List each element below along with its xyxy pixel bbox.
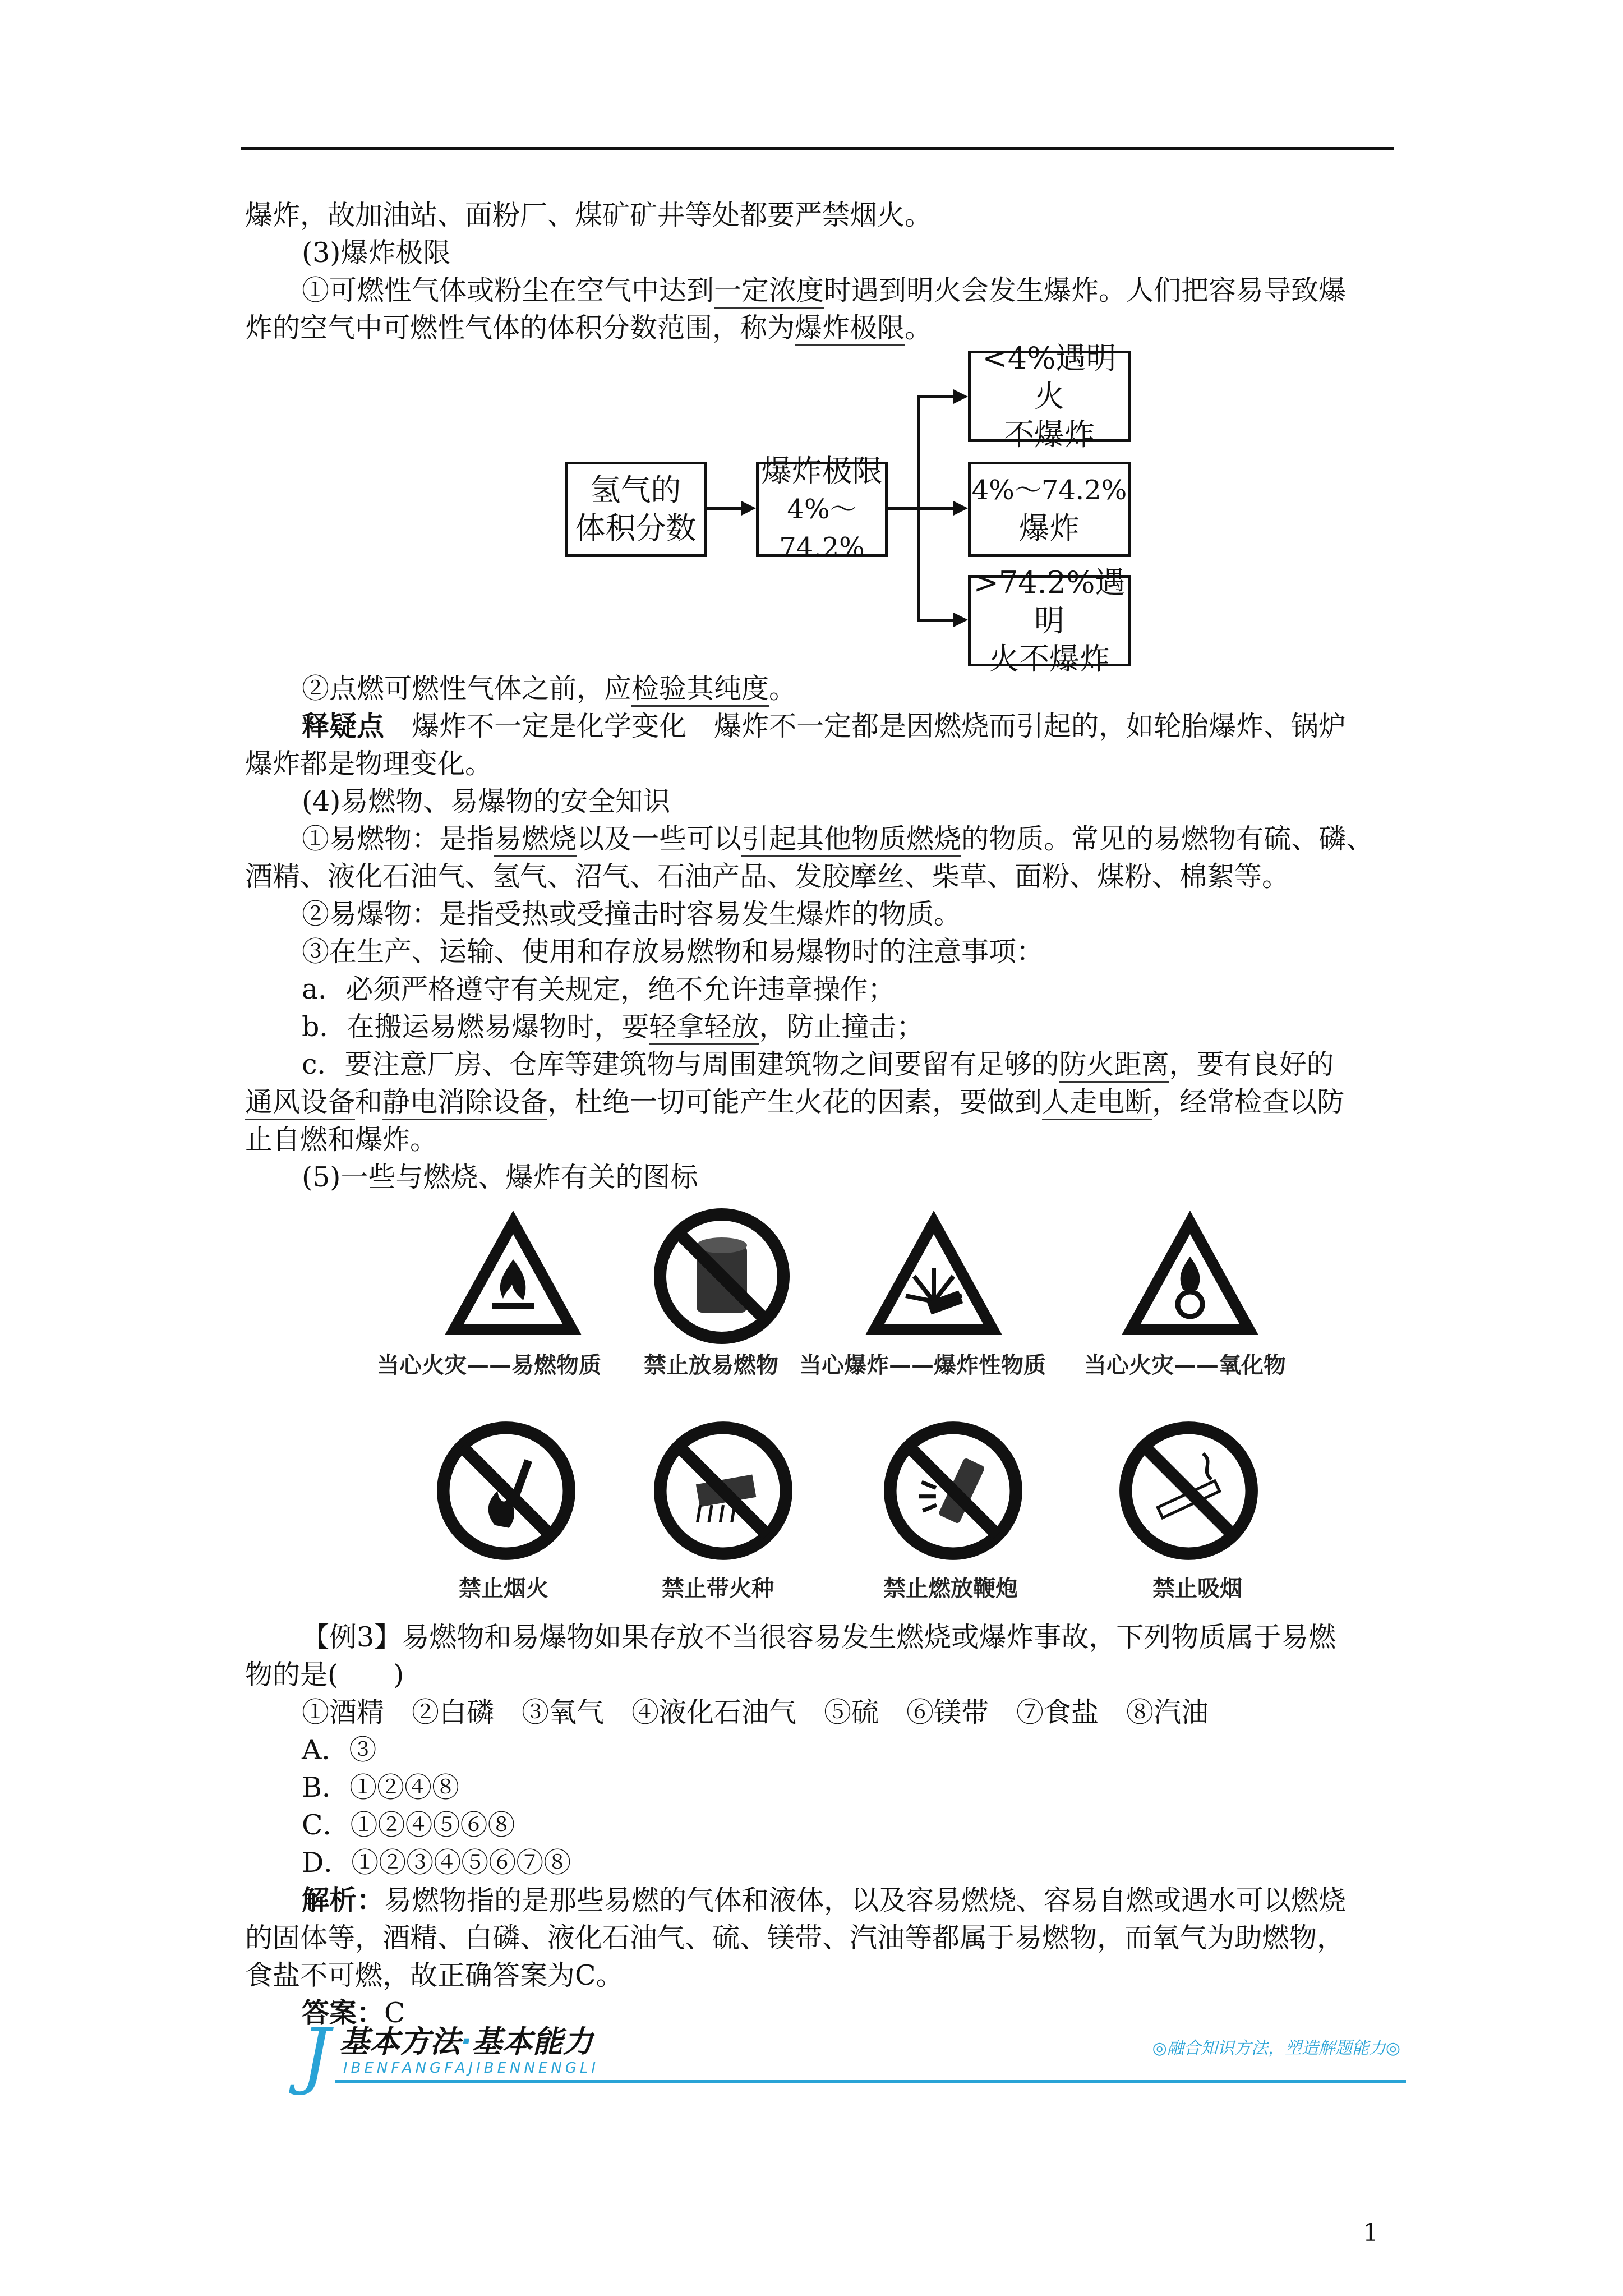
section3-title: (3)爆炸极限	[302, 237, 451, 269]
no-kindling-icon	[652, 1419, 795, 1562]
sign-caption-no-flammables: 禁止放易燃物	[644, 1352, 778, 1378]
intro-line: 爆炸，故加油站、面粉厂、煤矿矿井等处都要严禁烟火。	[245, 199, 933, 231]
option-d: D．①②③④⑤⑥⑦⑧	[302, 1847, 571, 1879]
box-below-limit: <4%遇明火 不爆炸	[968, 351, 1131, 442]
sign-caption-no-firecrackers: 禁止燃放鞭炮	[883, 1576, 1018, 1602]
banner-pinyin: IBENFANGFAJIBENNENGLI	[343, 2060, 600, 2077]
analysis-line2: 的固体等，酒精、白磷、液化石油气、硫、镁带、汽油等都属于易燃物，而氧气为助燃物，	[245, 1922, 1345, 1954]
section3-para1-line2: 炸的空气中可燃性气体的体积分数范围，称为爆炸极限。	[245, 310, 1398, 346]
no-flammables-icon	[652, 1206, 792, 1346]
header-rule	[241, 147, 1394, 150]
sign-caption-flammable: 当心火灾——易燃物质	[377, 1352, 601, 1378]
no-firecrackers-icon	[882, 1419, 1025, 1562]
section4-item-c-line2: 通风设备和静电消除设备，杜绝一切可能产生火花的因素，要做到人走电断，经常检查以防	[245, 1084, 1398, 1120]
banner-underline	[335, 2080, 1406, 2083]
section4-item-c-line3: 止自燃和爆炸。	[245, 1124, 438, 1156]
example-items: ①酒精 ②白磷 ③氧气 ④液化石油气 ⑤硫 ⑥镁带 ⑦食盐 ⑧汽油	[302, 1696, 1209, 1728]
box-hydrogen-volume: 氢气的 体积分数	[565, 462, 707, 557]
section4-para3: ③在生产、运输、使用和存放易燃物和易爆物时的注意事项：	[302, 936, 1044, 968]
section4-item-a: a．必须严格遵守有关规定，绝不允许违章操作；	[302, 973, 896, 1005]
banner-slogan: ◎融合知识方法，塑造解题能力◎	[1152, 2039, 1400, 2058]
arrowhead-bottom	[953, 613, 968, 627]
warning-flammable-icon	[440, 1206, 586, 1341]
no-open-flame-icon	[435, 1419, 578, 1562]
section3-para1-line1: ①可燃性气体或粉尘在空气中达到一定浓度时遇到明火会发生爆炸。人们把容易导致爆	[302, 273, 1455, 309]
answer-line: 答案：C	[302, 1997, 405, 2029]
banner-letter: J	[301, 2012, 331, 2097]
warning-oxidizer-icon	[1117, 1206, 1263, 1341]
arrow-line-top	[917, 395, 957, 398]
doubt-point-line1: 释疑点 爆炸不一定是化学变化 爆炸不一定都是因燃烧而引起的，如轮胎爆炸、锅炉	[302, 710, 1347, 742]
box-within-limit: 4%～74.2% 爆炸	[968, 462, 1131, 557]
section5-title: (5)一些与燃烧、爆炸有关的图标	[302, 1161, 698, 1193]
sign-caption-explosive: 当心爆炸——爆炸性物质	[799, 1352, 1046, 1378]
no-smoking-icon	[1117, 1419, 1260, 1562]
section4-item-c-line1: c．要注意厂房、仓库等建筑物与周围建筑物之间要留有足够的防火距离，要有良好的	[302, 1047, 1455, 1083]
analysis-line1: 解析：易燃物指的是那些易燃的气体和液体，以及容易燃烧、容易自燃或遇水可以燃烧	[302, 1884, 1347, 1916]
option-b: B．①②④⑧	[302, 1772, 460, 1803]
arrowhead-1	[741, 501, 756, 516]
doubt-point-line2: 爆炸都是物理变化。	[245, 748, 493, 780]
section4-title: (4)易燃物、易爆物的安全知识	[302, 785, 671, 817]
page-number: 1	[1363, 2219, 1378, 2247]
warning-explosive-icon	[861, 1206, 1007, 1341]
box-explosion-limit: 爆炸极限 4%～74.2%	[756, 462, 888, 557]
section4-item-b: b．在搬运易燃易爆物时，要轻拿轻放，防止撞击；	[302, 1009, 1455, 1045]
sign-caption-oxidizer: 当心火灾——氧化物	[1084, 1352, 1286, 1378]
sign-caption-no-kindling: 禁止带火种	[662, 1576, 774, 1602]
banner-title: 基本方法·基本能力	[339, 2024, 593, 2059]
box-above-limit: >74.2%遇明 火不爆炸	[968, 575, 1131, 666]
option-c: C．①②④⑤⑥⑧	[302, 1809, 515, 1841]
branch-line	[888, 507, 919, 510]
arrow-line-bottom	[917, 619, 957, 622]
sign-caption-no-open-flame: 禁止烟火	[459, 1576, 548, 1602]
arrowhead-middle	[953, 501, 968, 516]
sign-caption-no-smoking: 禁止吸烟	[1152, 1576, 1242, 1602]
arrowhead-top	[953, 389, 968, 404]
arrow-line-middle	[917, 507, 957, 510]
section4-para1-line1: ①易燃物：是指易燃烧以及一些可以引起其他物质燃烧的物质。常见的易燃物有硫、磷、	[302, 821, 1455, 857]
option-a: A．③	[302, 1734, 377, 1766]
analysis-line3: 食盐不可燃，故正确答案为C。	[245, 1959, 624, 1991]
example-line1: 【例3】易燃物和易爆物如果存放不当很容易发生燃烧或爆炸事故，下列物质属于易燃	[302, 1621, 1336, 1653]
section4-para1-line2: 酒精、液化石油气、氢气、沼气、石油产品、发胶摩丝、柴草、面粉、煤粉、棉絮等。	[245, 861, 1290, 892]
section4-para2: ②易爆物：是指受热或受撞击时容易发生爆炸的物质。	[302, 898, 962, 930]
example-line2: 物的是( )	[245, 1659, 404, 1691]
section3-para2: ②点燃可燃性气体之前，应检验其纯度。	[302, 671, 1455, 707]
